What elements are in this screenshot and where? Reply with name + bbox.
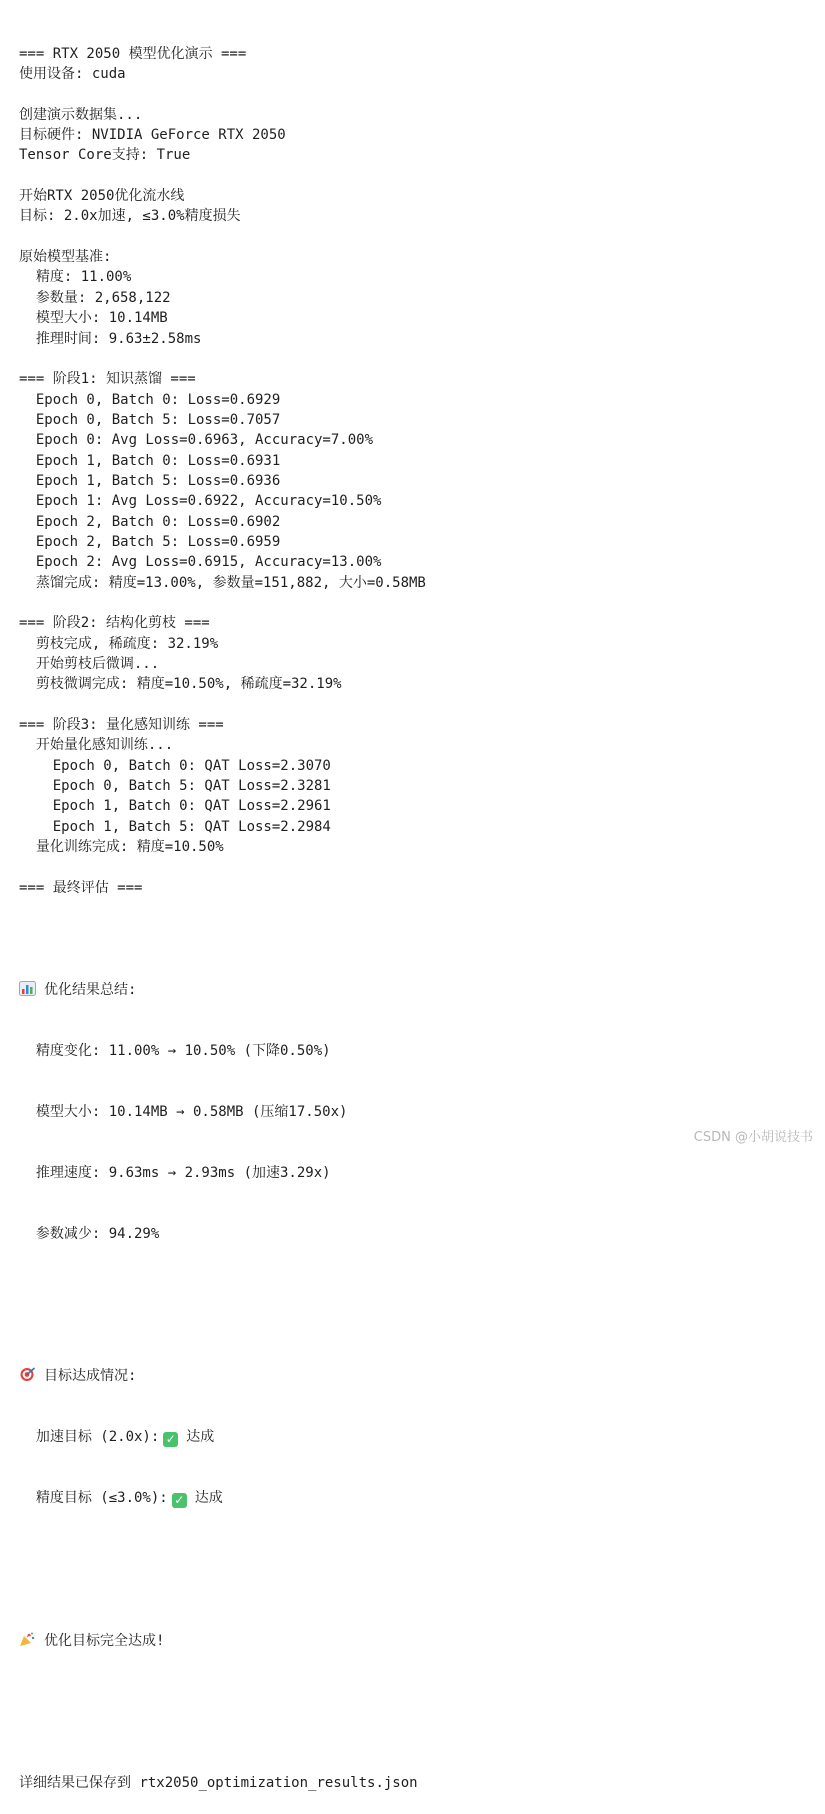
- targets-title: 目标达成情况:: [44, 1368, 137, 1385]
- log-line: Epoch 1, Batch 0: QAT Loss=2.2961: [19, 798, 331, 815]
- speed-target-label: 加速目标 (2.0x):: [19, 1429, 160, 1446]
- speed-target-status: 达成: [186, 1429, 215, 1446]
- party-popper-icon: [19, 1632, 36, 1647]
- log-line: 开始剪枝后微调...: [19, 656, 160, 672]
- blank-line: [19, 1692, 809, 1712]
- log-line: 原始模型基准:: [19, 249, 112, 266]
- log-line: Epoch 1: Avg Loss=0.6922, Accuracy=10.50%: [19, 493, 382, 510]
- log-line: Epoch 2, Batch 5: Loss=0.6959: [19, 533, 281, 550]
- log-line: Tensor Core支持: True: [19, 147, 191, 164]
- speed-target-row: [19, 1427, 809, 1447]
- check-mark-icon: ✓: [163, 1432, 178, 1447]
- blank-line: [19, 1549, 809, 1569]
- summary-inference-speed: 推理速度: 9.63ms → 2.93ms (加速3.29x): [19, 1164, 331, 1181]
- log-line: Epoch 1, Batch 5: Loss=0.6936: [19, 472, 281, 489]
- log-line: 目标硬件: NVIDIA GeForce RTX 2050: [19, 127, 286, 144]
- blank-line: [19, 1285, 809, 1305]
- blank-line: [19, 227, 809, 247]
- accuracy-target-status: 达成: [194, 1490, 223, 1507]
- accuracy-target-label: 精度目标 (≤3.0%):: [19, 1490, 168, 1507]
- log-line: === 阶段3: 量化感知训练 ===: [19, 717, 224, 734]
- log-line: Epoch 0, Batch 5: QAT Loss=2.3281: [19, 778, 331, 795]
- bar-chart-icon: [19, 981, 36, 996]
- log-line: === 阶段2: 结构化剪枝 ===: [19, 615, 210, 632]
- blank-line: [19, 857, 809, 877]
- log-line: 参数量: 2,658,122: [19, 289, 171, 306]
- log-line: 使用设备: cuda: [19, 66, 126, 83]
- log-line: Epoch 1, Batch 0: Loss=0.6931: [19, 452, 281, 469]
- watermark: CSDN @小胡说技书: [693, 1130, 813, 1145]
- check-mark-icon: ✓: [172, 1493, 187, 1508]
- saved-filename: rtx2050_optimization_results.json: [139, 1774, 418, 1791]
- saved-row: [19, 1773, 809, 1793]
- log-line: 量化训练完成: 精度=10.50%: [19, 839, 224, 856]
- log-line: === RTX 2050 模型优化演示 ===: [19, 45, 247, 62]
- final-message-row: [19, 1631, 809, 1651]
- log-line: === 最终评估 ===: [19, 879, 143, 896]
- blank-line: [19, 695, 809, 715]
- blank-line: [19, 84, 809, 104]
- log-line: 目标: 2.0x加速, ≤3.0%精度损失: [19, 208, 241, 225]
- log-line: Epoch 0: Avg Loss=0.6963, Accuracy=7.00%: [19, 432, 374, 449]
- targets-heading: [19, 1366, 809, 1386]
- log-line: 开始量化感知训练...: [19, 737, 174, 754]
- log-line: 模型大小: 10.14MB: [19, 310, 168, 327]
- blank-line: [19, 349, 809, 369]
- blank-line: [19, 898, 809, 918]
- summary-accuracy-change: 精度变化: 11.00% → 10.50% (下降0.50%): [19, 1042, 331, 1059]
- terminal-output: [19, 3, 809, 1814]
- log-line: Epoch 0, Batch 0: QAT Loss=2.3070: [19, 757, 331, 774]
- log-line: Epoch 2, Batch 0: Loss=0.6902: [19, 513, 281, 530]
- summary-heading: [19, 980, 809, 1000]
- log-line: 推理时间: 9.63±2.58ms: [19, 330, 202, 347]
- summary-title: 优化结果总结:: [44, 981, 137, 998]
- saved-label: 详细结果已保存到: [19, 1774, 140, 1791]
- log-line: 蒸馏完成: 精度=13.00%, 参数量=151,882, 大小=0.58MB: [19, 574, 426, 591]
- blank-line: [19, 166, 809, 186]
- log-line: 开始RTX 2050优化流水线: [19, 188, 185, 205]
- log-line: Epoch 1, Batch 5: QAT Loss=2.2984: [19, 818, 331, 835]
- accuracy-target-row: [19, 1488, 809, 1508]
- log-line: Epoch 0, Batch 5: Loss=0.7057: [19, 411, 281, 428]
- target-icon: [19, 1367, 36, 1382]
- blank-line: [19, 593, 809, 613]
- log-line: Epoch 0, Batch 0: Loss=0.6929: [19, 391, 281, 408]
- summary-model-size: 模型大小: 10.14MB → 0.58MB (压缩17.50x): [19, 1103, 348, 1120]
- log-line: 剪枝微调完成: 精度=10.50%, 稀疏度=32.19%: [19, 676, 342, 693]
- log-line: === 阶段1: 知识蒸馏 ===: [19, 371, 196, 388]
- log-line: 精度: 11.00%: [19, 269, 132, 286]
- log-line: 剪枝完成, 稀疏度: 32.19%: [19, 635, 219, 652]
- log-line: Epoch 2: Avg Loss=0.6915, Accuracy=13.00%: [19, 554, 382, 571]
- final-message: 优化目标完全达成!: [44, 1632, 165, 1649]
- summary-param-reduction: 参数减少: 94.29%: [19, 1225, 160, 1242]
- log-line: 创建演示数据集...: [19, 106, 143, 123]
- log-lines: [19, 44, 809, 919]
